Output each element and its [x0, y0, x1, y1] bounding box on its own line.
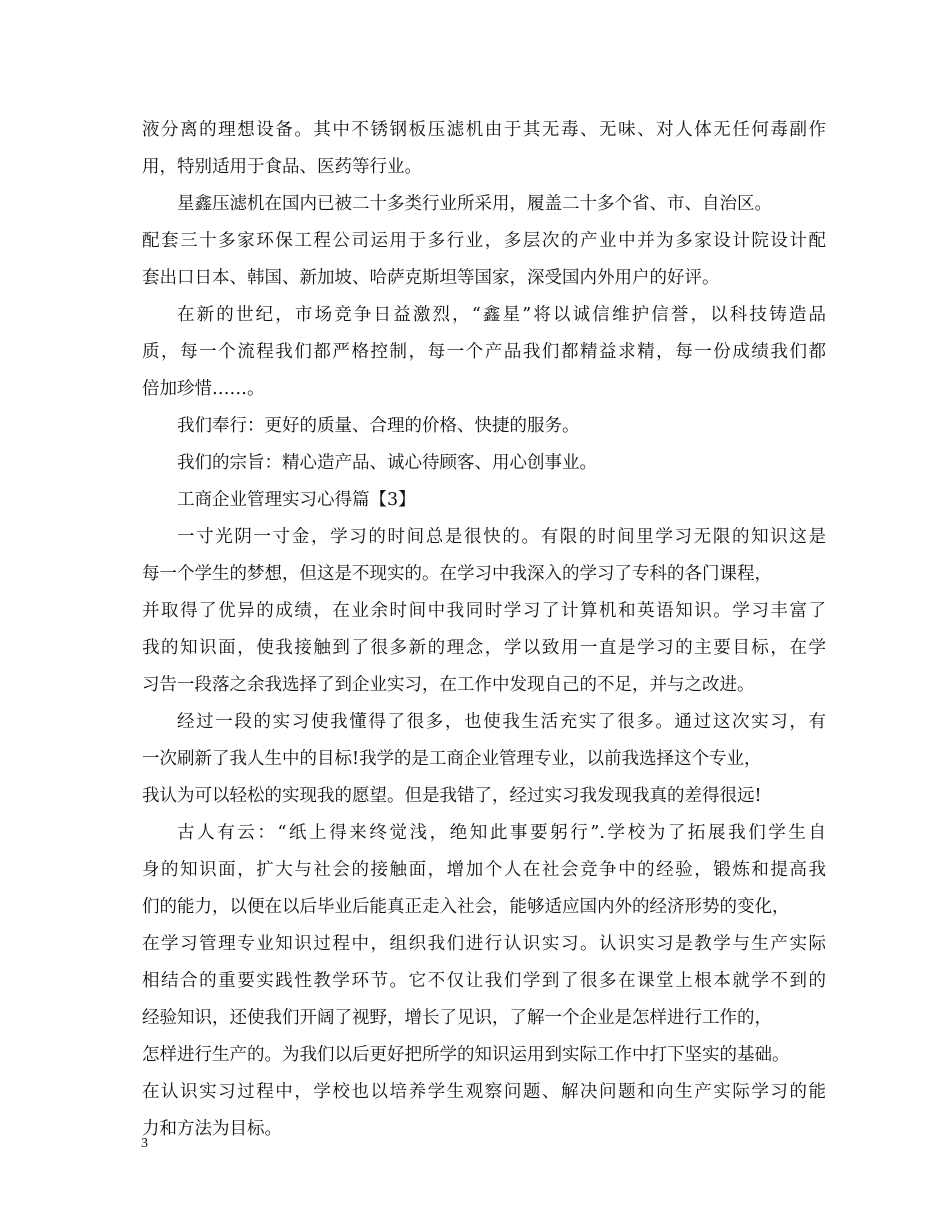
- text-line: 配套三十多家环保工程公司运用于多行业，多层次的产业中并为多家设计院设计配: [142, 231, 826, 251]
- text-line: 经验知识，还使我们开阔了视野，增长了见识，了解一个企业是怎样进行工作的，: [142, 1008, 772, 1028]
- text-line: 经过一段的实习使我懂得了很多，也使我生活充实了很多。通过这次实习，有: [177, 712, 826, 732]
- document-body: [142, 112, 826, 1148]
- page-number: 3: [141, 1136, 148, 1151]
- text-line: 身的知识面，扩大与社会的接触面，增加个人在社会竞争中的经验，锻炼和提高我: [142, 860, 826, 880]
- text-line: 并取得了优异的成绩，在业余时间中我同时学习了计算机和英语知识。学习丰富了: [142, 601, 826, 621]
- text-line: 我的知识面，使我接触到了很多新的理念，学以致用一直是学习的主要目标，在学: [142, 638, 826, 658]
- text-line: 在认识实习过程中，学校也以培养学生观察问题、解决问题和向生产实际学习的能: [142, 1082, 826, 1102]
- text-line: 一寸光阴一寸金，学习的时间总是很快的。有限的时间里学习无限的知识这是: [177, 527, 826, 547]
- text-line: 们的能力，以便在以后毕业后能真正走入社会，能够适应国内外的经济形势的变化，: [142, 897, 790, 917]
- text-line: 古人有云：“纸上得来终觉浅，绝知此事要躬行”.学校为了拓展我们学生自: [177, 823, 826, 843]
- text-line: 倍加珍惜……。: [142, 379, 265, 399]
- text-line: 每一个学生的梦想，但这是不现实的。在学习中我深入的学习了专科的各门课程，: [142, 564, 772, 584]
- text-line: 力和方法为目标。: [142, 1119, 282, 1139]
- text-line: 我认为可以轻松的实现我的愿望。但是我错了，经过实习我发现我真的差得很远!: [142, 786, 762, 806]
- text-line: 相结合的重要实践性教学环节。它不仅让我们学到了很多在课堂上根本就学不到的: [142, 971, 826, 991]
- text-line: 液分离的理想设备。其中不锈钢板压滤机由于其无毒、无味、对人体无任何毒副作: [142, 120, 826, 140]
- text-line: 套出口日本、韩国、新加坡、哈萨克斯坦等国家，深受国内外用户的好评。: [142, 268, 720, 288]
- text-line: 星鑫压滤机在国内已被二十多类行业所采用，履盖二十多个省、市、自治区。: [177, 194, 772, 214]
- text-line: 在新的世纪，市场竞争日益激烈，“鑫星”将以诚信维护信誉，以科技铸造品: [177, 305, 826, 325]
- text-line: 习告一段落之余我选择了到企业实习，在工作中发现自己的不足，并与之改进。: [142, 675, 755, 695]
- text-line: 一次刷新了我人生中的目标!我学的是工商企业管理专业，以前我选择这个专业，: [142, 749, 762, 769]
- text-line: 在学习管理专业知识过程中，组织我们进行认识实习。认识实习是教学与生产实际: [142, 934, 826, 954]
- text-line: 怎样进行生产的。为我们以后更好把所学的知识运用到实际工作中打下坚实的基础。: [142, 1045, 790, 1065]
- text-line: 我们的宗旨：精心造产品、诚心待顾客、用心创事业。: [177, 453, 597, 473]
- text-line: 质，每一个流程我们都严格控制，每一个产品我们都精益求精，每一份成绩我们都: [142, 342, 826, 362]
- text-line: 我们奉行：更好的质量、合理的价格、快捷的服务。: [177, 416, 580, 436]
- section-heading: 工商企业管理实习心得篇【3】: [177, 490, 416, 510]
- text-line: 用，特别适用于食品、医药等行业。: [142, 157, 422, 177]
